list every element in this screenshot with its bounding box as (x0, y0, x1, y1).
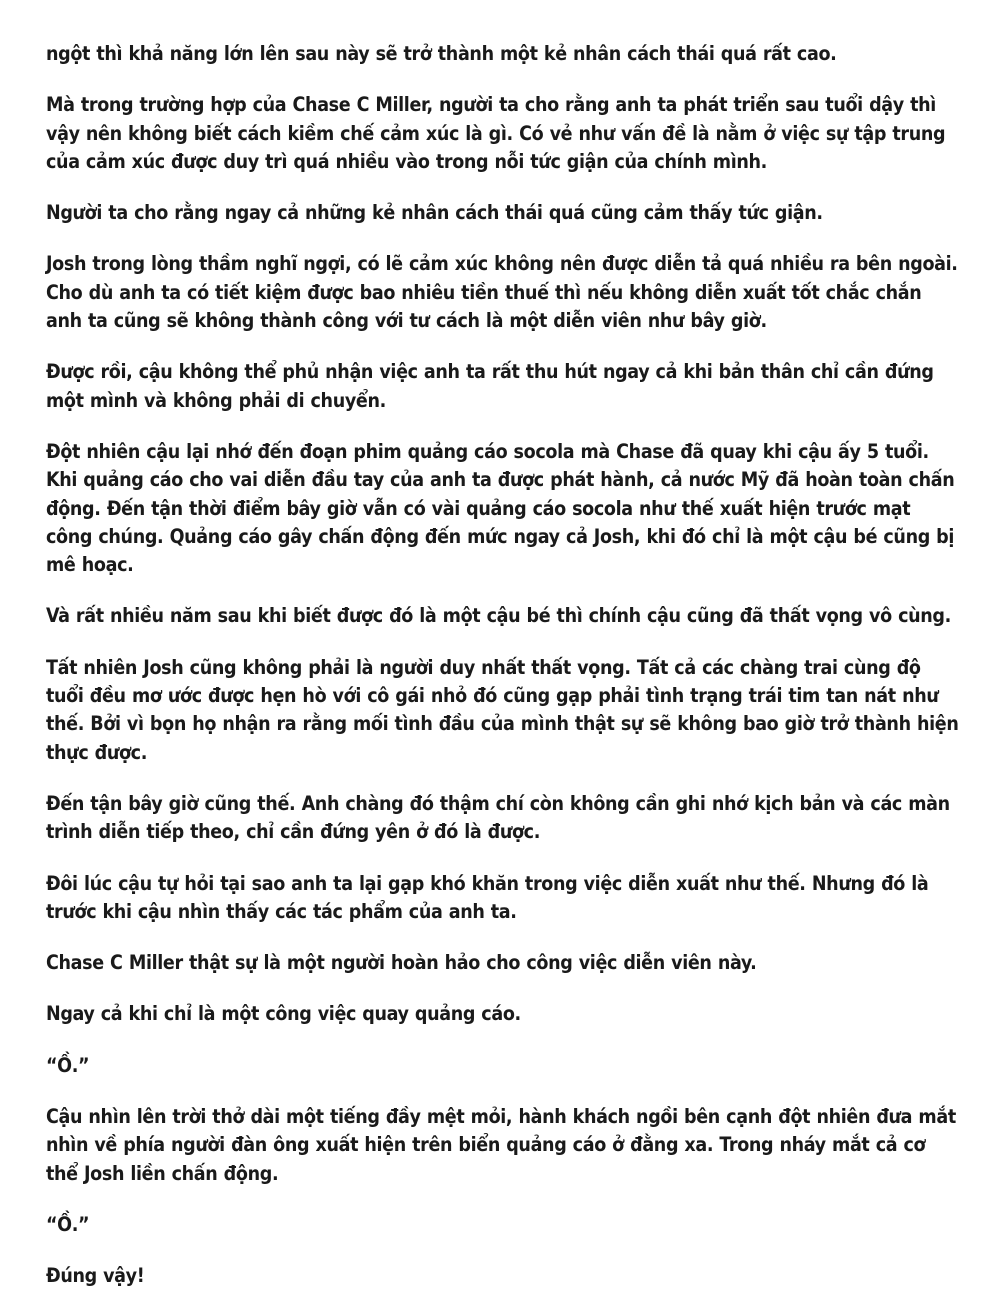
paragraph: “Ồ.” (46, 1212, 90, 1236)
paragraph: Được rồi, cậu không thể phủ nhận việc anh ta rất thu hút ngay cả khi bản thân chỉ cần đứng một mình và không phải di chuyển. (46, 360, 934, 412)
paragraph: Và rất nhiều năm sau khi biết được đó là một cậu bé thì chính cậu cũng đã thất vọng vô cùng. (46, 604, 951, 628)
paragraph: Đột nhiên cậu lại nhớ đến đoạn phim quảng cáo socola mà Chase đã quay khi cậu ấy 5 tuổi. Khi quảng cáo cho vai diễn đầu tay của anh ta được phát hành, cả nước Mỹ đã hoàn toàn chấn động. Đến tận thời điểm bây giờ vẫn có vài quảng cáo socola như thế xuất hiện trước mạt công chúng. Quảng cáo gây chấn động đến mức ngay cả Josh, khi đó chỉ là một cậu bé cũng bị mê hoạc. (46, 439, 955, 577)
paragraph: “Ồ.” (46, 1053, 90, 1077)
paragraph: Người ta cho rằng ngay cả những kẻ nhân cách thái quá cũng cảm thấy tức giận. (46, 201, 823, 225)
paragraph: Mà trong trường hợp của Chase C Miller, người ta cho rằng anh ta phát triển sau tuổi dậy thì vậy nên không biết cách kiềm chế cảm xúc là gì. Có vẻ như vấn đề là nằm ở việc sự tập trung của cảm xúc được duy trì quá nhiều vào trong nỗi tức giận của chính mình. (46, 93, 946, 173)
paragraph: ngột thì khả năng lớn lên sau này sẽ trở thành một kẻ nhân cách thái quá rất cao. (46, 42, 837, 65)
paragraph: Ngay cả khi chỉ là một công việc quay quảng cáo. (46, 1002, 521, 1026)
paragraph: Đúng vậy! (46, 1264, 145, 1288)
paragraph: Đôi lúc cậu tự hỏi tại sao anh ta lại gạp khó khăn trong việc diễn xuất như thế. Nhưng đó là trước khi cậu nhìn thấy các tác phẩm của anh ta. (46, 871, 929, 923)
paragraph: Chase C Miller thật sự là một người hoàn hảo cho công việc diễn viên này. (46, 951, 757, 975)
paragraph: Cậu nhìn lên trời thở dài một tiếng đầy mệt mỏi, hành khách ngồi bên cạnh đột nhiên đưa mắt nhìn về phía người đàn ông xuất hiện trên biển quảng cáo ở đằng xa. Trong nháy mắt cả cơ thể Josh liền chấn động. (46, 1105, 956, 1185)
paragraph: Josh trong lòng thầm nghĩ ngợi, có lẽ cảm xúc không nên được diễn tả quá nhiều ra bên ngoài. Cho dù anh ta có tiết kiệm được bao nhiêu tiền thuế thì nếu không diễn xuất tốt chắc chắn anh ta cũng sẽ không thành công với tư cách là một diễn viên như bây giờ. (46, 252, 958, 333)
paragraph: Tất nhiên Josh cũng không phải là người duy nhất thất vọng. Tất cả các chàng trai cùng độ tuổi đều mơ ước được hẹn hò với cô gái nhỏ đó cũng gạp phải tình trạng trái tim tan nát như thế. Bởi vì bọn họ nhận ra rằng mối tình đầu của mình thật sự sẽ không bao giờ trở thành hiện thực được. (46, 655, 959, 764)
paragraph: Đến tận bây giờ cũng thế. Anh chàng đó thậm chí còn không cần ghi nhớ kịch bản và các màn trình diễn tiếp theo, chỉ cần đứng yên ở đó là được. (46, 791, 950, 844)
